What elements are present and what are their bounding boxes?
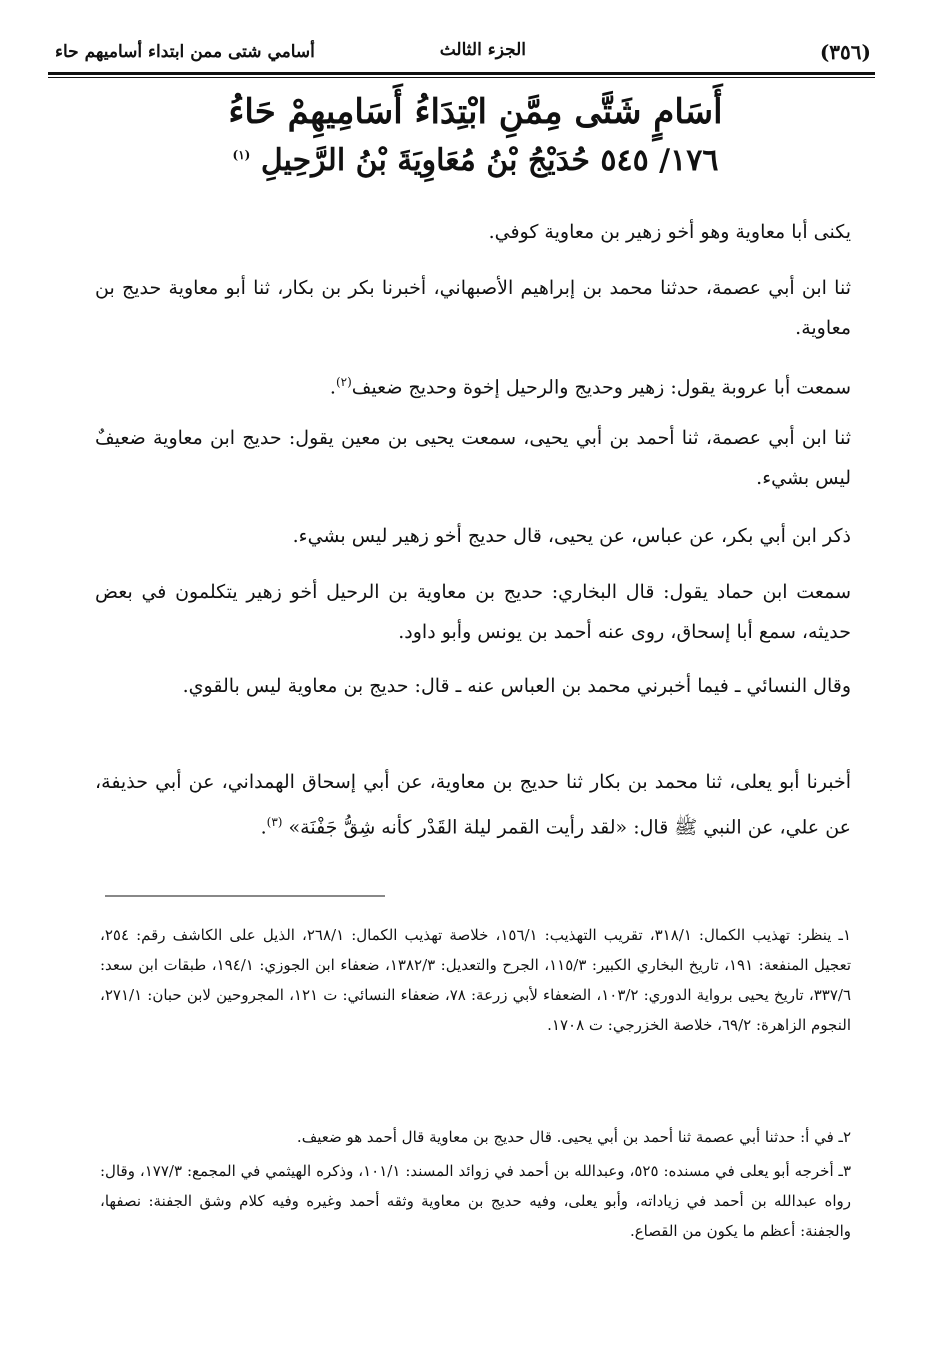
paragraph-text: أخبرنا أبو يعلى، ثنا محمد بن بكار ثنا حديج بن معاوية، عن أبي إسحاق الهمداني، عن أبي حذيفة، عن علي، عن النبي ﷺ قال: «لقد رأيت القمر ليلة القَدْر كأنه شِقُّ جَفْنَة» (95, 771, 851, 839)
running-header (55, 38, 871, 72)
paragraph: وقال النسائي ـ فيما أخبرني محمد بن العباس عنه ـ قال: حديج بن معاوية ليس بالقوي. (182, 675, 851, 697)
paragraph: ثنا ابن أبي عصمة، حدثنا محمد بن إبراهيم الأصبهاني، أخبرنا بكر بن بكار، ثنا أبو معاوية حديج بن معاوية. (95, 277, 851, 339)
header-rule (48, 72, 875, 75)
paragraph: ذكر ابن أبي بكر، عن عباس، عن يحيى، قال حديج أخو زهير ليس بشيء. (292, 525, 851, 547)
footnote-separator (105, 895, 385, 897)
header-rule-thin (48, 77, 875, 78)
paragraph: سمعت ابن حماد يقول: قال البخاري: حديج بن معاوية بن الرحيل أخو زهير يتكلمون في بعض حديثه، سمع أبا إسحاق، روى عنه أحمد بن يونس وأبو داود. (95, 581, 851, 643)
chapter-title: أَسَامٍ شَتَّى مِمَّنِ ابْتِدَاءُ أَسَامِيهِمْ حَاءُ (228, 92, 723, 132)
footnote-ref: (١) (232, 148, 251, 162)
footnote: ٢ـ في أ: حدثنا أبي عصمة ثنا أحمد بن أبي يحيى. قال حديج بن معاوية قال أحمد هو ضعيف. (296, 1128, 851, 1146)
entry-heading (70, 143, 881, 178)
section-label: أسامي شتى ممن ابتداء أساميهم حاء (55, 42, 315, 62)
part-label: الجزء الثالث (439, 40, 526, 60)
paragraph-text: سمعت أبا عروبة يقول: زهير وحديج والرحيل إخوة وحديج ضعيف (351, 376, 851, 399)
paragraph: يكنى أبا معاوية وهو أخو زهير بن معاوية كوفي. (488, 221, 851, 243)
footnote-ref: (٣) (266, 815, 283, 829)
footnote-ref: (٢) (335, 375, 352, 389)
paragraph: أخبرنا أبو يعلى، ثنا محمد بن بكار ثنا حديج بن معاوية، عن أبي إسحاق الهمداني، عن أبي حذيفة، عن علي، عن النبي ﷺ قال: «لقد رأيت القمر ليلة القَدْر كأنه شِقُّ جَفْنَة» $^{(٣)}$. (95, 771, 851, 839)
entry-name: حُدَيْجُ بْنُ مُعَاوِيَةَ بْنُ الرَّحِيلِ (260, 143, 590, 178)
entry-number: ١٧٦/ ٥٤٥ (600, 143, 719, 178)
footnote: ٣ـ أخرجه أبو يعلى في مسنده: ٥٢٥، وعبدالله بن أحمد في زوائد المسند: ١٠١/١، وذكره الهيثمي في المجمع: ١٧٧/٣، وقال: رواه عبدالله بن أحمد في زياداته، وأبو يعلى، وفيه حديج بن معاوية وثقه أحمد وغيره وفيه كلام وشق الجفنة: نصفها، والجفنة: أعظم ما يكون من القصاع. (100, 1162, 852, 1240)
page-number: (٣٥٦) (819, 40, 871, 64)
footnote: ١ـ ينظر: تهذيب الكمال: ٣١٨/١، تقريب التهذيب: ١٥٦/١، خلاصة تهذيب الكمال: ٢٦٨/١، الذيل على الكاشف رقم: ٢٥٤، تعجيل المنفعة: ١٩١، تاريخ البخاري الكبير: ١١٥/٣، الجرح والتعديل: ١٣٨٢/٣، ضعفاء ابن الجوزي: ١٩٤/١، طبقات ابن سعد: ٣٣٧/٦، تاريخ يحيى برواية الدوري: ١٠٣/٢، الضعفاء لأبي زرعة: ٧٨، ضعفاء النسائي: ت ١٢١، المجروحين لابن حبان: ٢٧١/١، النجوم الزاهرة: ٦٩/٢، خلاصة الخزرجي: ت ١٧٠٨. (100, 926, 851, 1034)
paragraph: سمعت أبا عروبة يقول: زهير وحديج والرحيل إخوة وحديج ضعيف$^{(٢)}$. (329, 375, 851, 399)
paragraph: ثنا ابن أبي عصمة، ثنا أحمد بن أبي يحيى، سمعت يحيى بن معين يقول: حديج ابن معاوية ضعيفٌ ليس بشيء. (95, 427, 851, 489)
